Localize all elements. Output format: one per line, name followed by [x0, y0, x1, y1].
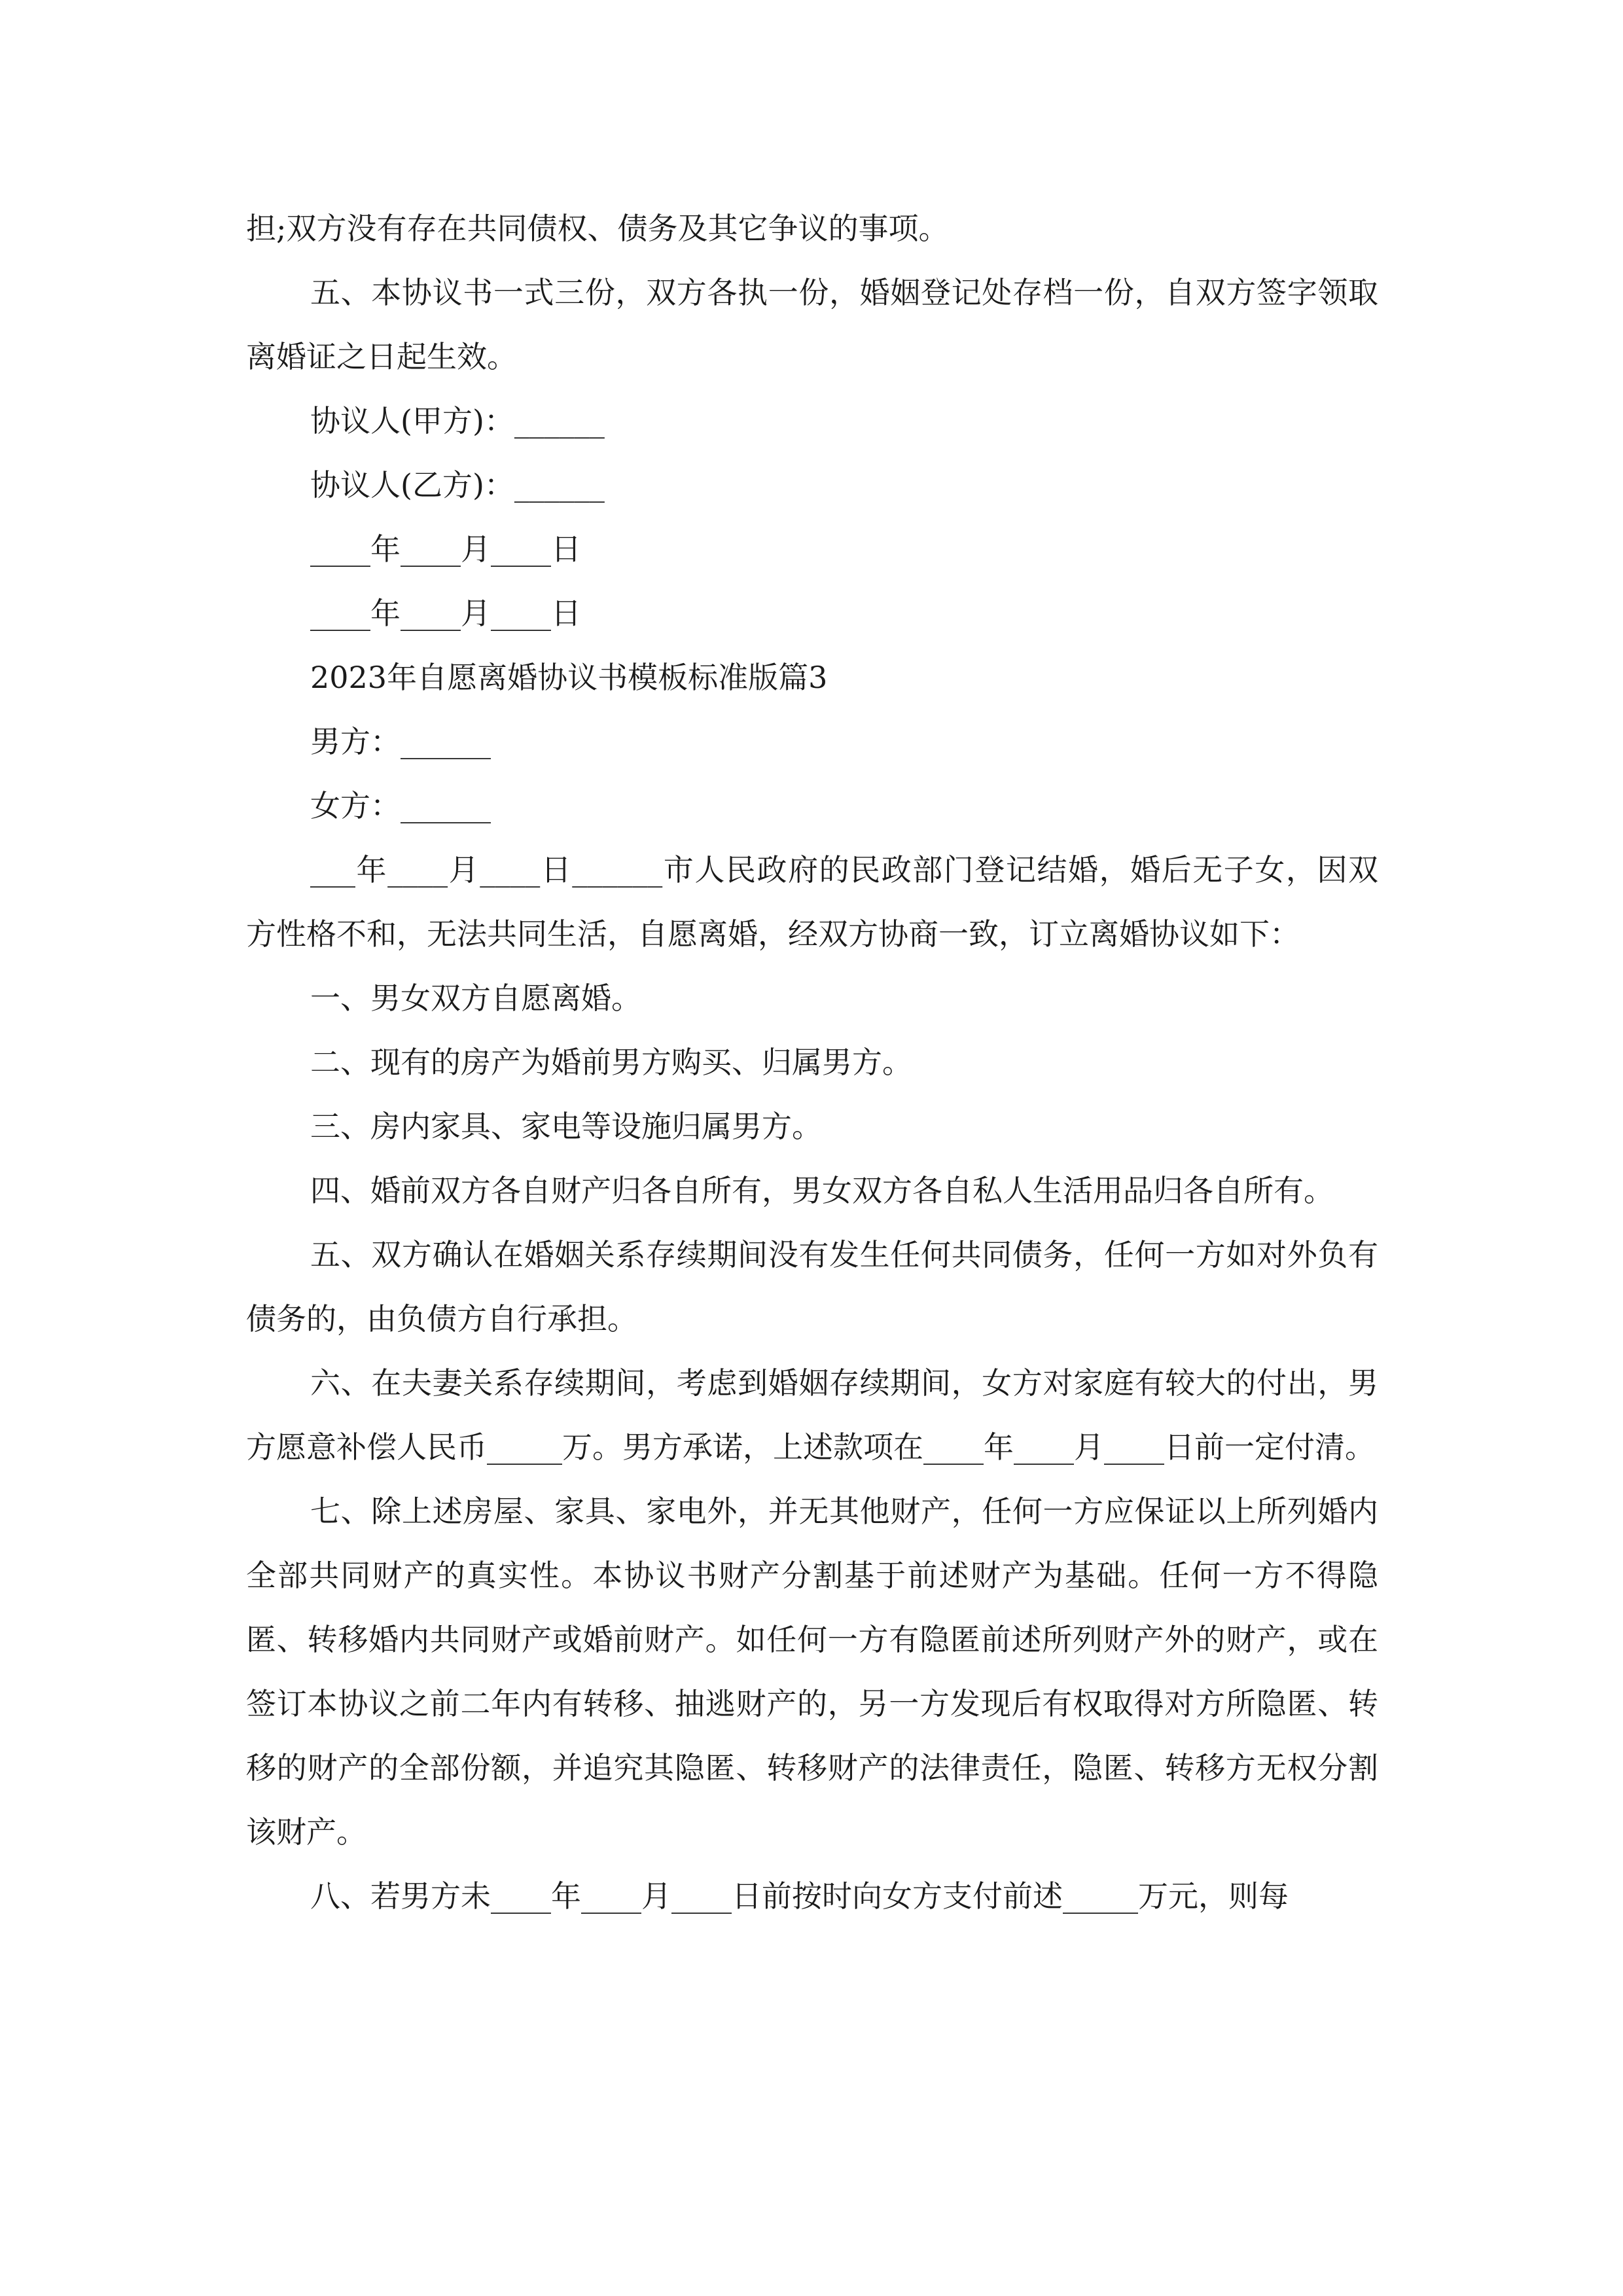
clause-seven: 七、除上述房屋、家具、家电外，并无其他财产，任何一方应保证以上所列婚内全部共同财产的真实性。本协议书财产分割基于前述财产为基础。任何一方不得隐匿、转移婚内共同财产或婚前财产。如任何一方有隐匿前述所列财产外的财产，或在签订本协议之前二年内有转移、抽逃财产的，另一方发现后有权取得对方所隐匿、转移的财产的全部份额，并追究其隐匿、转移财产的法律责任，隐匿、转移方无权分割该财产。	[246, 1494, 1378, 1850]
clause-five: 五、双方确认在婚姻关系存续期间没有发生任何共同债务，任何一方如对外负有债务的，由负债方自行承担。	[246, 1237, 1378, 1336]
date-line-2: ____年____月____日	[310, 596, 581, 631]
clause-six: 六、在夫妻关系存续期间，考虑到婚姻存续期间，女方对家庭有较大的付出，男方愿意补偿人民币_____万。男方承诺，上述款项在____年____月____日前一定付清。	[246, 1365, 1378, 1465]
clause-four: 四、婚前双方各自财产归各自所有，男女双方各自私人生活用品归各自所有。	[310, 1173, 1334, 1208]
date-line-1: ____年____月____日	[310, 531, 581, 567]
signatory-party-a: 协议人(甲方)：______	[310, 403, 605, 439]
male-party: 男方：______	[310, 724, 491, 759]
clause-five-effect: 五、本协议书一式三份，双方各执一份，婚姻登记处存档一份，自双方签字领取离婚证之日起生效。	[246, 275, 1378, 374]
paragraph-continuation: 担;双方没有存在共同债权、债务及其它争议的事项。	[246, 211, 949, 246]
female-party: 女方：______	[310, 788, 491, 823]
section-title: 2023年自愿离婚协议书模板标准版篇3	[310, 660, 828, 695]
clause-three: 三、房内家具、家电等设施归属男方。	[310, 1109, 822, 1144]
preamble: ___年____月____日______市人民政府的民政部门登记结婚，婚后无子女，因双方性格不和，无法共同生活，自愿离婚，经双方协商一致，订立离婚协议如下：	[246, 852, 1378, 952]
document-page	[246, 196, 1378, 1928]
clause-one: 一、男女双方自愿离婚。	[310, 980, 641, 1016]
clause-eight: 八、若男方未____年____月____日前按时向女方支付前述_____万元，则每	[310, 1878, 1289, 1914]
signatory-party-b: 协议人(乙方)：______	[310, 467, 605, 503]
clause-two: 二、现有的房产为婚前男方购买、归属男方。	[310, 1045, 912, 1080]
